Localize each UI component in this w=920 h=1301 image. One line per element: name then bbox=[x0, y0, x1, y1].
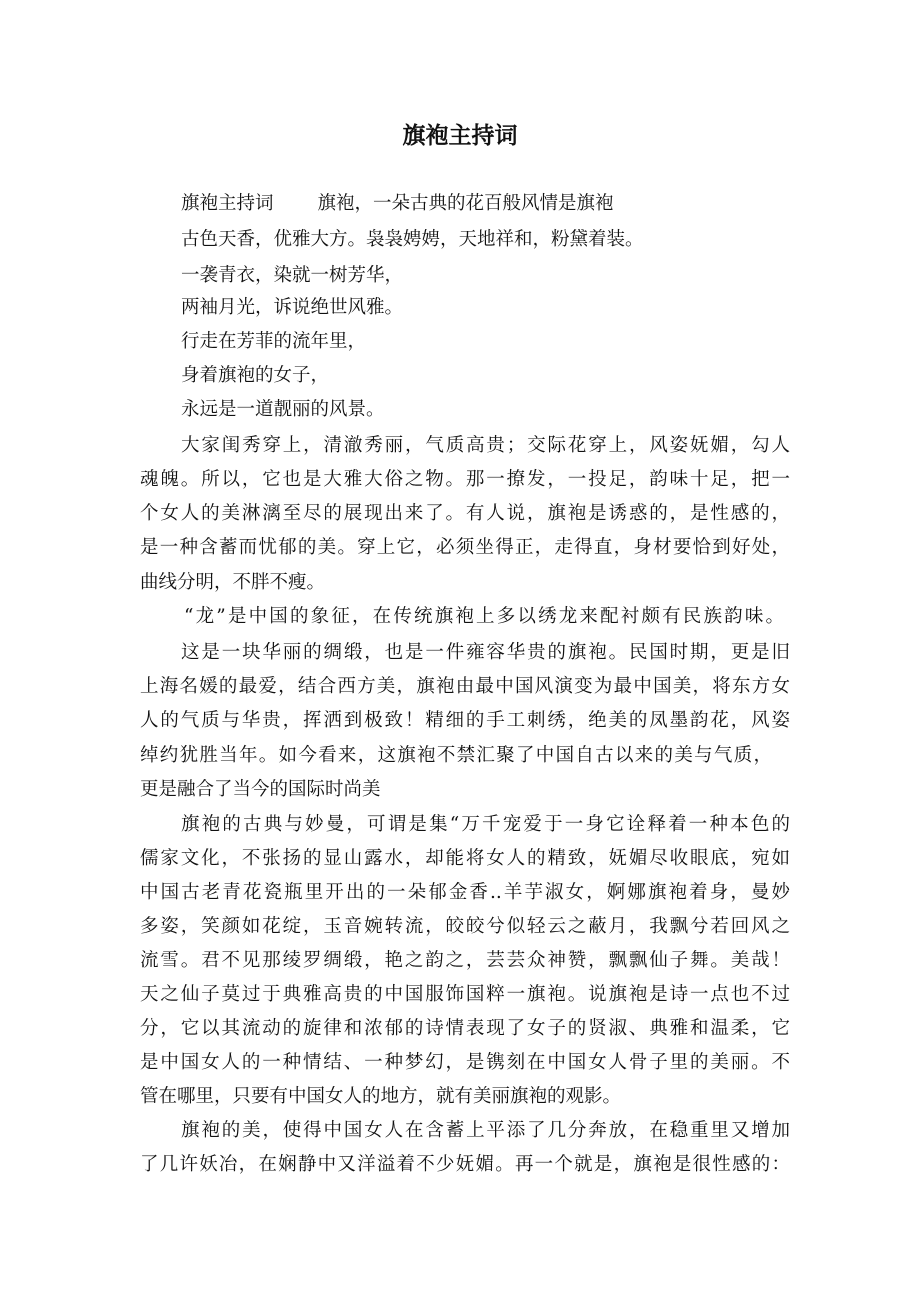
paragraph-line: 是一种含蓄而忧郁的美。穿上它，必须坐得正，走得直，身材要恰到好处， bbox=[140, 537, 790, 558]
paragraph-line: 儒家文化，不张扬的显山露水，却能将女人的精致，妩媚尽收眼底，宛如 bbox=[140, 848, 790, 869]
paragraph-line: 中国古老青花瓷瓶里开出的一朵郁金香..羊芋淑女，婀娜旗袍着身，曼妙 bbox=[140, 882, 790, 903]
paragraph-line: 流雪。君不见那绫罗绸缎，艳之韵之，芸芸众神赞，飘飘仙子舞。美哉！ bbox=[140, 950, 790, 971]
text-line: 身着旗袍的女子， bbox=[181, 365, 330, 386]
paragraph-line: 个女人的美淋漓至尽的展现出来了。有人说，旗袍是诱惑的，是性感的， bbox=[140, 503, 790, 524]
paragraph-line: 天之仙子莫过于典雅高贵的中国服饰国粹一旗袍。说旗袍是诗一点也不过 bbox=[140, 984, 790, 1005]
paragraph-line: 人的气质与华贵，挥洒到极致！精细的手工刺绣，绝美的凤墨韵花，风姿 bbox=[140, 710, 790, 731]
paragraph-line: 分，它以其流动的旋律和浓郁的诗情表现了女子的贤淑、典雅和温柔，它 bbox=[140, 1018, 790, 1039]
paragraph-line: “龙”是中国的象征，在传统旗袍上多以绣龙来配衬颇有民族韵味。 bbox=[184, 606, 784, 627]
paragraph-line: 这是一块华丽的绸缎，也是一件雍容华贵的旗袍。民国时期，更是旧 bbox=[181, 642, 790, 663]
paragraph-line: 绰约犹胜当年。如今看来，这旗袍不禁汇聚了中国自古以来的美与气质， bbox=[140, 745, 772, 766]
paragraph-line: 更是融合了当今的国际时尚美 bbox=[140, 779, 381, 800]
paragraph-line: 是中国女人的一种情结、一种梦幻，是镌刻在中国女人骨子里的美丽。不 bbox=[140, 1052, 790, 1073]
text-line: 两袖月光，诉说绝世风雅。 bbox=[181, 297, 404, 318]
text-line: 一袭青衣，染就一树芳华， bbox=[181, 265, 404, 286]
document-title: 旗袍主持词 bbox=[402, 123, 518, 149]
paragraph-line: 魂魄。所以，它也是大雅大俗之物。那一撩发，一投足，韵味十足，把一 bbox=[140, 469, 790, 490]
intro-line bbox=[181, 190, 614, 218]
intro-label: 旗袍主持词 bbox=[181, 193, 274, 214]
paragraph-line: 大家闺秀穿上，清澈秀丽，气质高贵；交际花穿上，风姿妩媚，勾人 bbox=[181, 435, 790, 456]
paragraph-line: 曲线分明，不胖不瘦。 bbox=[140, 572, 326, 593]
text-line: 古色天香，优雅大方。袅袅娉娉，天地祥和，粉黛着装。 bbox=[181, 229, 644, 250]
text-line: 永远是一道靓丽的风景。 bbox=[181, 399, 385, 420]
paragraph-line: 上海名媛的最爱，结合西方美，旗袍由最中国风演变为最中国美，将东方女 bbox=[140, 676, 790, 697]
intro-text: 旗袍，一朵古典的花百般风情是旗袍 bbox=[317, 193, 614, 214]
paragraph-line: 多姿，笑颜如花绽，玉音婉转流，皎皎兮似轻云之蔽月，我飘兮若回风之 bbox=[140, 916, 790, 937]
paragraph-line: 管在哪里，只要有中国女人的地方，就有美丽旗袍的观影。 bbox=[140, 1086, 622, 1107]
text-line: 行走在芳菲的流年里， bbox=[181, 331, 367, 352]
paragraph-line: 了几许妖冶，在娴静中又洋溢着不少妩媚。再一个就是，旗袍是很性感的： bbox=[140, 1154, 790, 1175]
paragraph-line: 旗袍的美，使得中国女人在含蓄上平添了几分奔放，在稳重里又增加 bbox=[181, 1120, 790, 1141]
paragraph-line: 旗袍的古典与妙曼，可谓是集“万千宠爱于一身它诠释着一种本色的 bbox=[181, 814, 790, 835]
